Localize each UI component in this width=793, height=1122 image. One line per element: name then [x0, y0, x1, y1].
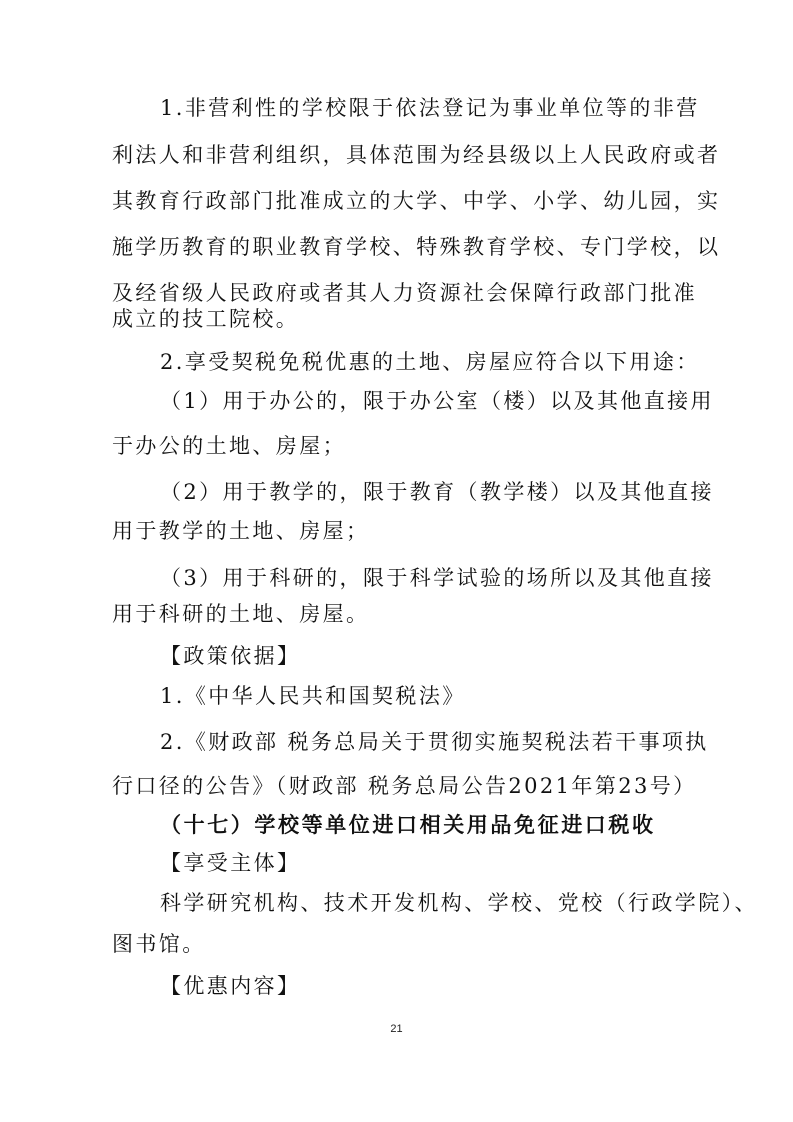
paragraph-school-scope-line-4: 施学历教育的职业教育学校、特殊教育学校、专门学校，以: [112, 235, 721, 259]
paragraph-teaching-use-line-1: （2）用于教学的，限于教育（教学楼）以及其他直接: [160, 480, 714, 504]
paragraph-teaching-use-line-2: 用于教学的土地、房屋；: [112, 519, 370, 543]
paragraph-school-scope-line-1: 1.非营利性的学校限于依法登记为事业单位等的非营: [160, 96, 700, 120]
beneficiary-text-line-1: 科学研究机构、技术开发机构、学校、党校（行政学院）、: [160, 891, 758, 915]
section-label-preferential-content: 【优惠内容】: [160, 974, 301, 998]
paragraph-research-use-line-1: （3）用于科研的，限于科学试验的场所以及其他直接: [160, 566, 714, 590]
paragraph-school-scope-line-6: 成立的技工院校。: [112, 307, 300, 331]
paragraph-school-scope-line-2: 利法人和非营利组织，具体范围为经县级以上人民政府或者: [112, 143, 721, 167]
section-label-beneficiary: 【享受主体】: [160, 851, 301, 875]
policy-basis-item-1: 1.《中华人民共和国契税法》: [160, 684, 466, 708]
section-label-policy-basis: 【政策依据】: [160, 644, 301, 668]
policy-basis-item-2-line-2: 行口径的公告》（财政部 税务总局公告2021年第23号）: [112, 774, 697, 798]
page-number: 21: [390, 1023, 403, 1035]
paragraph-research-use-line-2: 用于科研的土地、房屋。: [112, 602, 370, 626]
section-heading-17: （十七）学校等单位进口相关用品免征进口税收: [160, 813, 656, 837]
paragraph-usage-intro: 2.享受契税免税优惠的土地、房屋应符合以下用途：: [160, 350, 700, 374]
beneficiary-text-line-2: 图书馆。: [112, 932, 206, 956]
policy-basis-item-2-line-1: 2.《财政部 税务总局关于贯彻实施契税法若干事项执: [160, 730, 709, 754]
paragraph-office-use-line-2: 于办公的土地、房屋；: [112, 434, 346, 458]
paragraph-office-use-line-1: （1）用于办公的，限于办公室（楼）以及其他直接用: [160, 389, 714, 413]
paragraph-school-scope-line-5: 及经省级人民政府或者其人力资源社会保障行政部门批准: [112, 281, 697, 305]
paragraph-school-scope-line-3: 其教育行政部门批准成立的大学、中学、小学、幼儿园，实: [112, 189, 721, 213]
